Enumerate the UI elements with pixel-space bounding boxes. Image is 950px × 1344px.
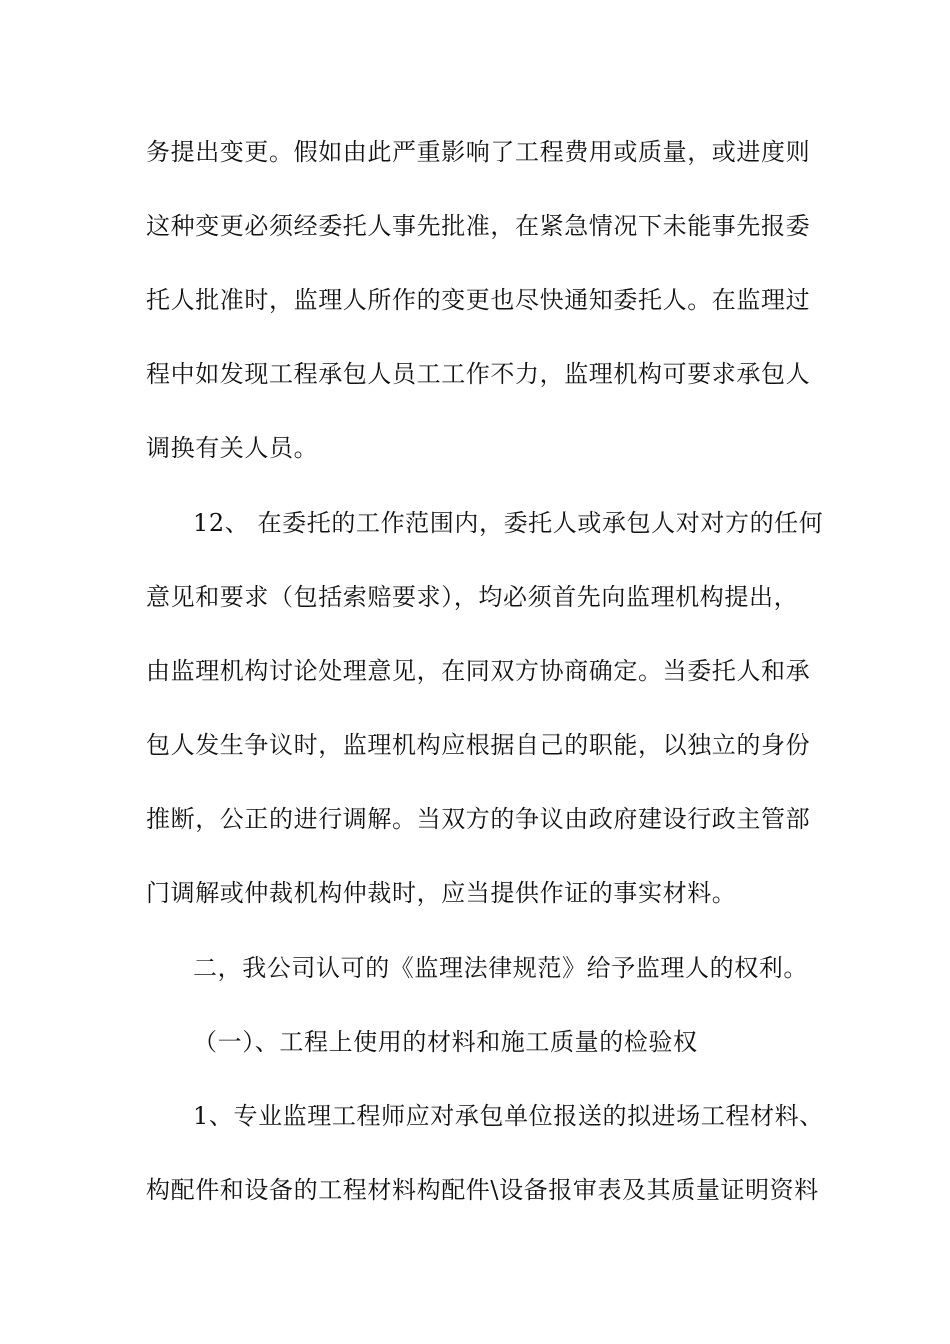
paragraph-line-5: 调换有关人员。 <box>146 434 319 462</box>
subsection-heading-1: （一）、工程上使用的材料和施工质量的检验权 <box>193 1028 698 1056</box>
paragraph-line-4: 程中如发现工程承包人员工工作不力，监理机构可要求承包人 <box>146 360 811 388</box>
paragraph-line-11: 门调解或仲裁机构仲裁时，应当提供作证的事实材料。 <box>146 879 737 907</box>
paragraph-line-9: 包人发生争议时，监理机构应根据自己的职能，以独立的身份 <box>146 731 811 759</box>
paragraph-line-15: 构配件和设备的工程材料构配件\设备报审表及其质量证明资料 <box>146 1176 819 1204</box>
paragraph-line-6: 12、 在委托的工作范围内，委托人或承包人对对方的任何 <box>193 509 824 537</box>
paragraph-line-1: 务提出变更。假如由此严重影响了工程费用或质量，或进度则 <box>146 138 811 166</box>
paragraph-line-2: 这种变更必须经委托人事先批准，在紧急情况下未能事先报委 <box>146 212 811 240</box>
paragraph-line-3: 托人批准时，监理人所作的变更也尽快通知委托人。在监理过 <box>146 286 811 314</box>
paragraph-line-14: 1、专业监理工程师应对承包单位报送的拟进场工程材料、 <box>193 1102 824 1130</box>
paragraph-line-10: 推断，公正的进行调解。当双方的争议由政府建设行政主管部 <box>146 805 811 833</box>
paragraph-line-7: 意见和要求（包括索赔要求），均必须首先向监理机构提出， <box>146 583 799 611</box>
section-heading-2: 二，我公司认可的《监理法律规范》给予监理人的权利。 <box>193 954 808 982</box>
paragraph-line-8: 由监理机构讨论处理意见，在同双方协商确定。当委托人和承 <box>146 657 811 685</box>
